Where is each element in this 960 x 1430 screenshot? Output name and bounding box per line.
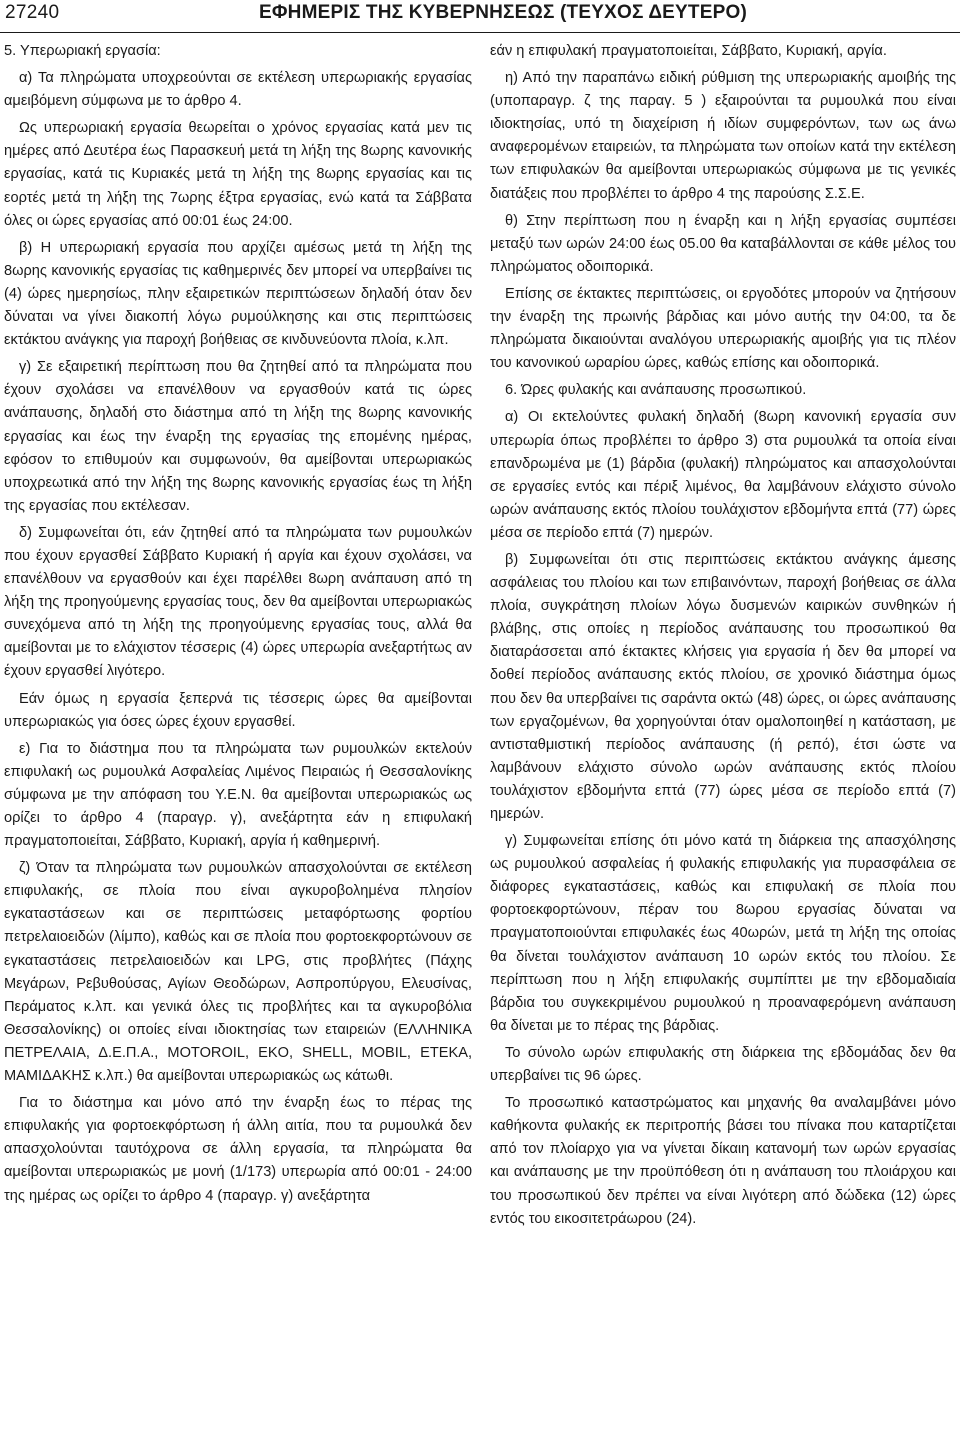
left-column xyxy=(4,40,472,1212)
paragraph: Εάν όμως η εργασία ξεπερνά τις τέσσερις ώρες θα αμείβονται υπερωριακώς για όσες ώρες έχουν εργασθεί. xyxy=(4,690,472,730)
paragraph: θ) Στην περίπτωση που η έναρξη και η λήξη εργασίας συμπέσει μεταξύ των ωρών 24:00 έως 05.00 θα καταβάλλονται σε κάθε μέλος του πληρώματος οδοιπορικά. xyxy=(490,212,956,275)
paragraph: δ) Συμφωνείται ότι, εάν ζητηθεί από τα πληρώματα των ρυμουλκών που έχουν εργασθεί Σάββατο Κυριακή ή αργία και έχουν σχολάσει, να επανέλθουν να εργασθούν και έχει παρέλθει 8ωρη ανάπαυση από τη λήξη της προηγούμενης εργασίας τους, δεν θα αμείβονται υπερωριακώς συνεχόμενα από τη λήξη της προηγούμενης εργασίας τους, αλλά θα αμείβονται με το ελάχιστον τέσσερις (4) ώρες υπερωρία ανεξαρτήτως αν έχουν εργασθεί λιγότερο. xyxy=(4,524,472,680)
paragraph: γ) Σε εξαιρετική περίπτωση που θα ζητηθεί από τα πληρώματα που έχουν σχολάσει να επανέλθουν να εργασθούν κατά τις ώρες ανάπαυσης, δηλαδή στο διάστημα από τη λήξη της 8ωρης κανονικής εργασίας και έως την έναρξη της εργασίας της επομένης ημέρας, εφόσον το επιθυμούν και συμφωνούν, θα αμείβονται υπερωριακώς υποχρεωτικά από την λήξη της 8ωρης κανονικής εργασίας έως τη λήξη της εργασίας που εκτέλεσαν. xyxy=(4,359,472,514)
paragraph: 6. Ώρες φυλακής και ανάπαυσης προσωπικού. xyxy=(505,382,807,399)
paragraph: γ) Συμφωνείται επίσης ότι μόνο κατά τη διάρκεια της απασχόλησης ως ρυμουλκού ασφαλείας ή φυλακής επιφυλακής για πυρασφάλεια σε διάφορες εγκαταστάσεις, καθώς και επιφυλακή σε πλοία που φορτοεκφορτώνουν, πέραν του 8ωρου εργασίας δύναται να πραγματοποιούνται επιφυλακές έως 40ωρών, μετά τη λήξη της οποίας θα δίνεται τουλάχιστον ανάπαυση 10 ωρών εκτός του πλοίου. Σε περίπτωση που η λήξη επιφυλακής συμπίπτει με την εβδομαδιαία βάρδια του συγκεκριμένου ρυμουλκού η προαναφερόμενη ανάπαυση θα δίνεται με το πέρας της βάρδιας. xyxy=(490,833,956,1034)
paragraph: β) Η υπερωριακή εργασία που αρχίζει αμέσως μετά τη λήξη της 8ωρης κανονικής εργασίας τις καθημερινές δεν μπορεί να υπερβαίνει τις (4) ώρες ημερησίως, πλην εξαιρετικών περιπτώσεων δηλαδή όταν δεν δύναται να γίνει διακοπή λόγω ρυμούλκησης και στις περιπτώσεις εκτάκτου ανάγκης για παροχή βοήθειας σε κινδυνεύοντα πλοία, κ.λπ. xyxy=(4,239,472,349)
paragraph: Ως υπερωριακή εργασία θεωρείται ο χρόνος εργασίας κατά μεν τις ημέρες από Δευτέρα έως Παρασκευή μετά τη λήξη της 8ωρης κανονικής εργασίας, κατά τις Κυριακές μετά τη λήξη της 8ωρης εργασίας και τις εορτές μετά τη λήξη της 7ωρης έξτρα εργασίας, ενώ κατά τα Σάββατα όλες οι ώρες εργασίας από 00:01 έως 24:00. xyxy=(4,120,472,229)
paragraph: ε) Για το διάστημα που τα πληρώματα των ρυμουλκών εκτελούν επιφυλακή ως ρυμουλκά Ασφαλείας Λιμένος Πειραιώς ή Θεσσαλονίκης σύμφωνα με την απόφαση του Υ.Ε.Ν. θα αμείβονται υπερωριακώς ως ορίζει το άρθρο 4 (παραγρ. γ), ανεξάρτητα εάν η επιφυλακή πραγματοποιείται, Σάββατο, Κυριακή, αργία ή καθημερινή. xyxy=(4,740,472,850)
paragraph: α) Τα πληρώματα υποχρεούνται σε εκτέλεση υπερωριακής εργασίας αμειβόμενη σύμφωνα με το άρθρο 4. xyxy=(4,70,472,110)
paragraph: η) Από την παραπάνω ειδική ρύθμιση της υπερωριακής αμοιβής της (υποπαραγρ. ζ της παραγ. 5 ) εξαιρούνται τα ρυμουλκά που είναι ιδιοκτησίας, υπό τη διαχείριση ή ιδίων συμφερόντων, των ως άνω αναφερομένων εταιρειών, τα πληρώματα των οποίων κατά την εκτέλεση των επιφυλακών θα αμείβονται υπερωριακώς σύμφωνα με τις γενικές διατάξεις που προβλέπει το άρθρο 4 της παρούσης Σ.Σ.Ε. xyxy=(490,70,956,202)
paragraph: ζ) Όταν τα πληρώματα των ρυμουλκών απασχολούνται σε εκτέλεση επιφυλακής, σε πλοία που είναι αγκυροβολημένα πλησίον εγκαταστάσεων και σε περιπτώσεις μεταφόρτωσης φορτίου πετρελαιοειδών (λίμπο), καθώς και σε πλοία που φορτοεκφορτώνουν σε εγκαταστάσεις πετρελαιοειδών και LPG, στις προβλήτες (Πάχης Μεγάρων, Ρεβυθούσας, Αγίων Θεοδώρων, Ασπροπύργου, Ελευσίνας, Περάματος κ.λπ. και γενικά όλες τις προβλήτες και τα αγκυροβόλια Θεσσαλονίκης) οι οποίες είναι ιδιοκτησίας των εταιρειών (ΕΛΛΗΝΙΚΑ ΠΕΤΡΕΛΑΙΑ, Δ.Ε.Π.Α., MOTOROIL, EKO, SHELL, MOBIL, ΕΤΕΚΑ, ΜΑΜΙΔΑΚΗΣ κ.λπ.) θα αμείβονται υπερωριακώς ως κάτωθι. xyxy=(4,860,472,1085)
paragraph: α) Οι εκτελούντες φυλακή δηλαδή (8ωρη κανονική εργασία συν υπερωρία όπως προβλέπει το άρθρο 3) στα ρυμουλκά τα οποία είναι επανδρωμένα με (1) βάρδια (φυλακή) πληρώματος και απασχολούνται σε εργασίες εντός και πέριξ λιμένος, θα λαμβάνουν ελάχιστο σύνολο ωρών ανάπαυσης εκτός πλοίου τουλάχιστον εβδομήντα επτά (77) ώρες μέσα σε περίοδο επτά (7) ημερών. xyxy=(490,409,956,541)
right-column xyxy=(490,40,956,1235)
paragraph: Το προσωπικό καταστρώματος και μηχανής θα αναλαμβάνει μόνο καθήκοντα φυλακής εκ περιτροπής βάσει του πίνακα που καταρτίζεται από τον πλοίαρχο για να γίνεται δίκαιη κατανομή των ωρών εργασίας και ανάπαυσης με την προϋπόθεση ότι η ανάπαυση του πλοιάρχου και του προσωπικού δεν πρέπει να είναι λιγότερη από δώδεκα (12) ώρες εντός του εικοσιτετράωρου (24). xyxy=(490,1095,956,1227)
page-number: 27240 xyxy=(5,2,60,23)
paragraph: Επίσης σε έκτακτες περιπτώσεις, οι εργοδότες μπορούν να ζητήσουν την έναρξη της πρωινής βάρδιας και μόνο αυτής την 04:00, τα δε πληρώματα δικαιούνται αναλόγου υπερωριακής αμοιβής για τις πλέον του κανονικού ωραρίου ώρες, καθώς επίσης και οδοιπορικά. xyxy=(490,285,956,372)
page-header xyxy=(0,0,960,34)
paragraph: Για το διάστημα και μόνο από την έναρξη έως το πέρας της επιφυλακής για φορτοεκφόρτωση ή άλλη αιτία, που τα ρυμουλκά δεν απασχολούνται ταυτόχρονα σε άλλη εργασία, τα πληρώματα θα αμείβονται υπερωριακώς με μονή (1/173) υπερωρία από 00:01 - 24:00 της ημέρας ως ορίζει το άρθρο 4 (παραγρ. γ) ανεξάρτητα xyxy=(4,1095,472,1204)
paragraph: Το σύνολο ωρών επιφυλακής στη διάρκεια της εβδομάδας δεν θα υπερβαίνει τις 96 ώρες. xyxy=(490,1044,956,1085)
paragraph: 5. Υπερωριακή εργασία: xyxy=(4,43,161,59)
header-rule xyxy=(0,32,960,33)
gazette-title: ΕΦΗΜΕΡΙΣ ΤΗΣ ΚΥΒΕΡΝΗΣΕΩΣ (ΤΕΥΧΟΣ ΔΕΥΤΕΡΟ) xyxy=(259,2,747,23)
paragraph: εάν η επιφυλακή πραγματοποιείται, Σάββατο, Κυριακή, αργία. xyxy=(490,43,887,59)
paragraph: β) Συμφωνείται ότι στις περιπτώσεις εκτάκτου ανάγκης άμεσης ασφάλειας του πλοίου και των επιβαινόντων, παροχή βοήθειας σε άλλα πλοία, συγκράτηση πλοίων λόγω δυσμενών καιρικών συνθηκών ή βλάβης, στις οποίες η περίοδος ανάπαυσης του προσωπικού θα διαταράσσεται από έκτακτες κλήσεις για εργασία ή δεν θα μπορεί να δοθεί περίοδος ανάπαυσης εκτός πλοίου, σε χρονικό διάστημα όμως που δεν θα υπερβαίνει τις σαράντα οκτώ (48) ώρες, οι ώρες ανάπαυσης των εργαζομένων, θα χορηγούνται όταν ομαλοποιηθεί η κατάσταση, με αντισταθμιστική περίοδος ανάπαυσης (ή ρεπό), έτσι ώστε να λαμβάνουν ελάχιστο σύνολο ωρών ανάπαυσης εκτός πλοίου τουλάχιστον εβδομήντα επτά (77) ώρες μέσα σε περίοδο επτά (7) ημερών. xyxy=(490,551,956,822)
